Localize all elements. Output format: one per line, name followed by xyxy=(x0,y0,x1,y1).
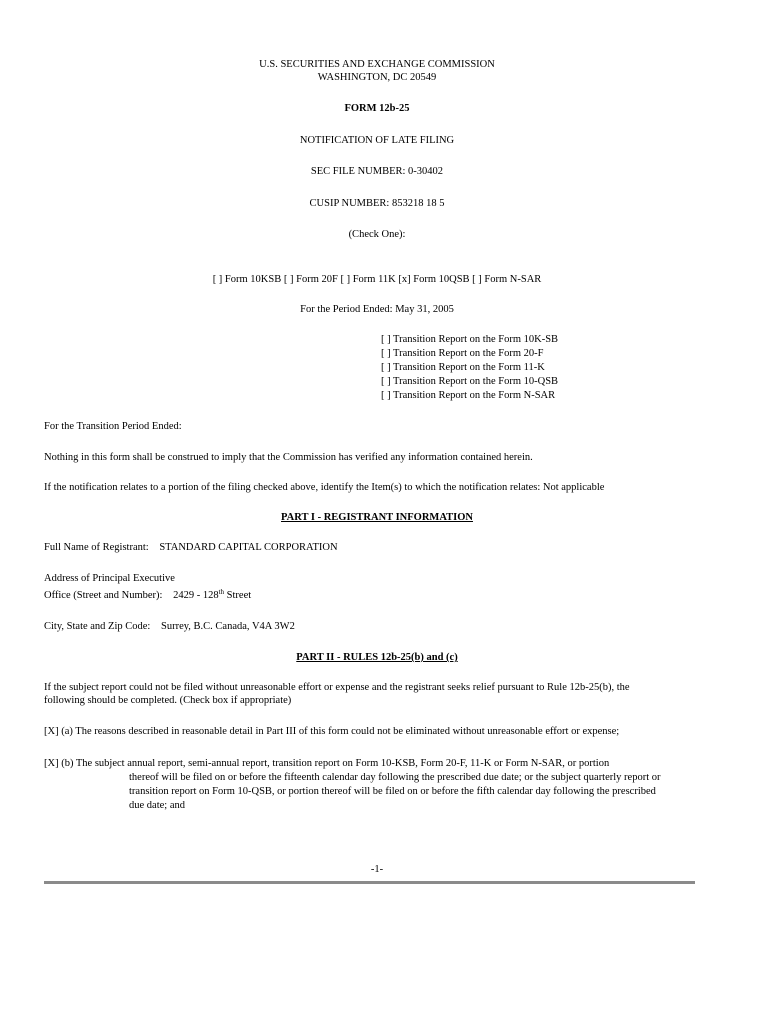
transition-report-item: [ ] Transition Report on the Form 20-F xyxy=(381,348,544,359)
city-value: Surrey, B.C. Canada, V4A 3W2 xyxy=(160,621,295,632)
page-divider xyxy=(44,881,695,884)
transition-report-item: [ ] Transition Report on the Form 10K-SB xyxy=(381,334,559,345)
full-name-value: STANDARD CAPITAL CORPORATION xyxy=(159,542,338,553)
part2-item-a: [X] (a) The reasons described in reasonable detail in Part III of this form could not be eliminated without unreasonable effort or expense; xyxy=(44,726,620,737)
agency-city: WASHINGTON, DC 20549 xyxy=(317,72,437,83)
part2-item-b-line3: transition report on Form 10-QSB, or portion thereof will be filed on or before the fifth calendar day following the prescribed xyxy=(129,786,656,797)
part2-intro-line2: following should be completed. (Check box if appropriate) xyxy=(44,695,292,706)
address-value-street: Street xyxy=(224,590,252,601)
address-label-line1: Address of Principal Executive xyxy=(44,573,175,584)
city-row xyxy=(44,620,295,634)
part2-item-b-line2: thereof will be filed on or before the fifteenth calendar day following the prescribed due date; or the subject quarterly report or xyxy=(129,772,661,783)
nothing-clause: Nothing in this form shall be construed to imply that the Commission has verified any information contained herein. xyxy=(44,452,533,463)
transition-report-item: [ ] Transition Report on the Form 10-QSB xyxy=(381,376,559,387)
part2-intro-line1: If the subject report could not be filed without unreasonable effort or expense and the registrant seeks relief pursuant to Rule 12b-25(b), the xyxy=(44,682,630,693)
form-title: NOTIFICATION OF LATE FILING xyxy=(299,135,455,146)
transition-report-item: [ ] Transition Report on the Form 11-K xyxy=(381,362,545,373)
part2-item-b-line1: [X] (b) The subject annual report, semi-annual report, transition report on Form 10-KSB, Form 20-F, 11-K or Form N-SAR, or portion xyxy=(44,758,610,769)
check-one-label: (Check One): xyxy=(348,229,406,240)
part2-item-b-line4: due date; and xyxy=(129,800,185,811)
form-number: FORM 12b-25 xyxy=(344,103,410,114)
period-ended: For the Period Ended: May 31, 2005 xyxy=(300,304,454,315)
address-label-line2: Office (Street and Number): xyxy=(44,590,163,601)
cusip-number: CUSIP NUMBER: 853218 18 5 xyxy=(309,198,445,209)
part1-heading: PART I - REGISTRANT INFORMATION xyxy=(281,512,473,523)
form-type-checkboxes: [ ] Form 10KSB [ ] Form 20F [ ] Form 11K [x] Form 10QSB [ ] Form N-SAR xyxy=(212,274,542,285)
agency-name: U.S. SECURITIES AND EXCHANGE COMMISSION xyxy=(259,59,495,70)
full-name-row xyxy=(44,541,338,555)
page-number: -1- xyxy=(370,864,384,875)
address-value-superscript: th xyxy=(218,588,225,596)
transition-report-item: [ ] Transition Report on the Form N-SAR xyxy=(381,390,556,401)
address-value-number: 2429 - 128 xyxy=(173,590,219,601)
part2-heading: PART II - RULES 12b-25(b) and (c) xyxy=(296,652,458,663)
address-row xyxy=(44,589,251,603)
portion-clause: If the notification relates to a portion of the filing checked above, identify the Item(s) to which the notification relates: Not applicable xyxy=(44,482,605,493)
sec-file-number: SEC FILE NUMBER: 0-30402 xyxy=(310,166,444,177)
city-label: City, State and Zip Code: xyxy=(44,621,151,632)
transition-period-label: For the Transition Period Ended: xyxy=(44,421,182,432)
full-name-label: Full Name of Registrant: xyxy=(44,542,149,553)
